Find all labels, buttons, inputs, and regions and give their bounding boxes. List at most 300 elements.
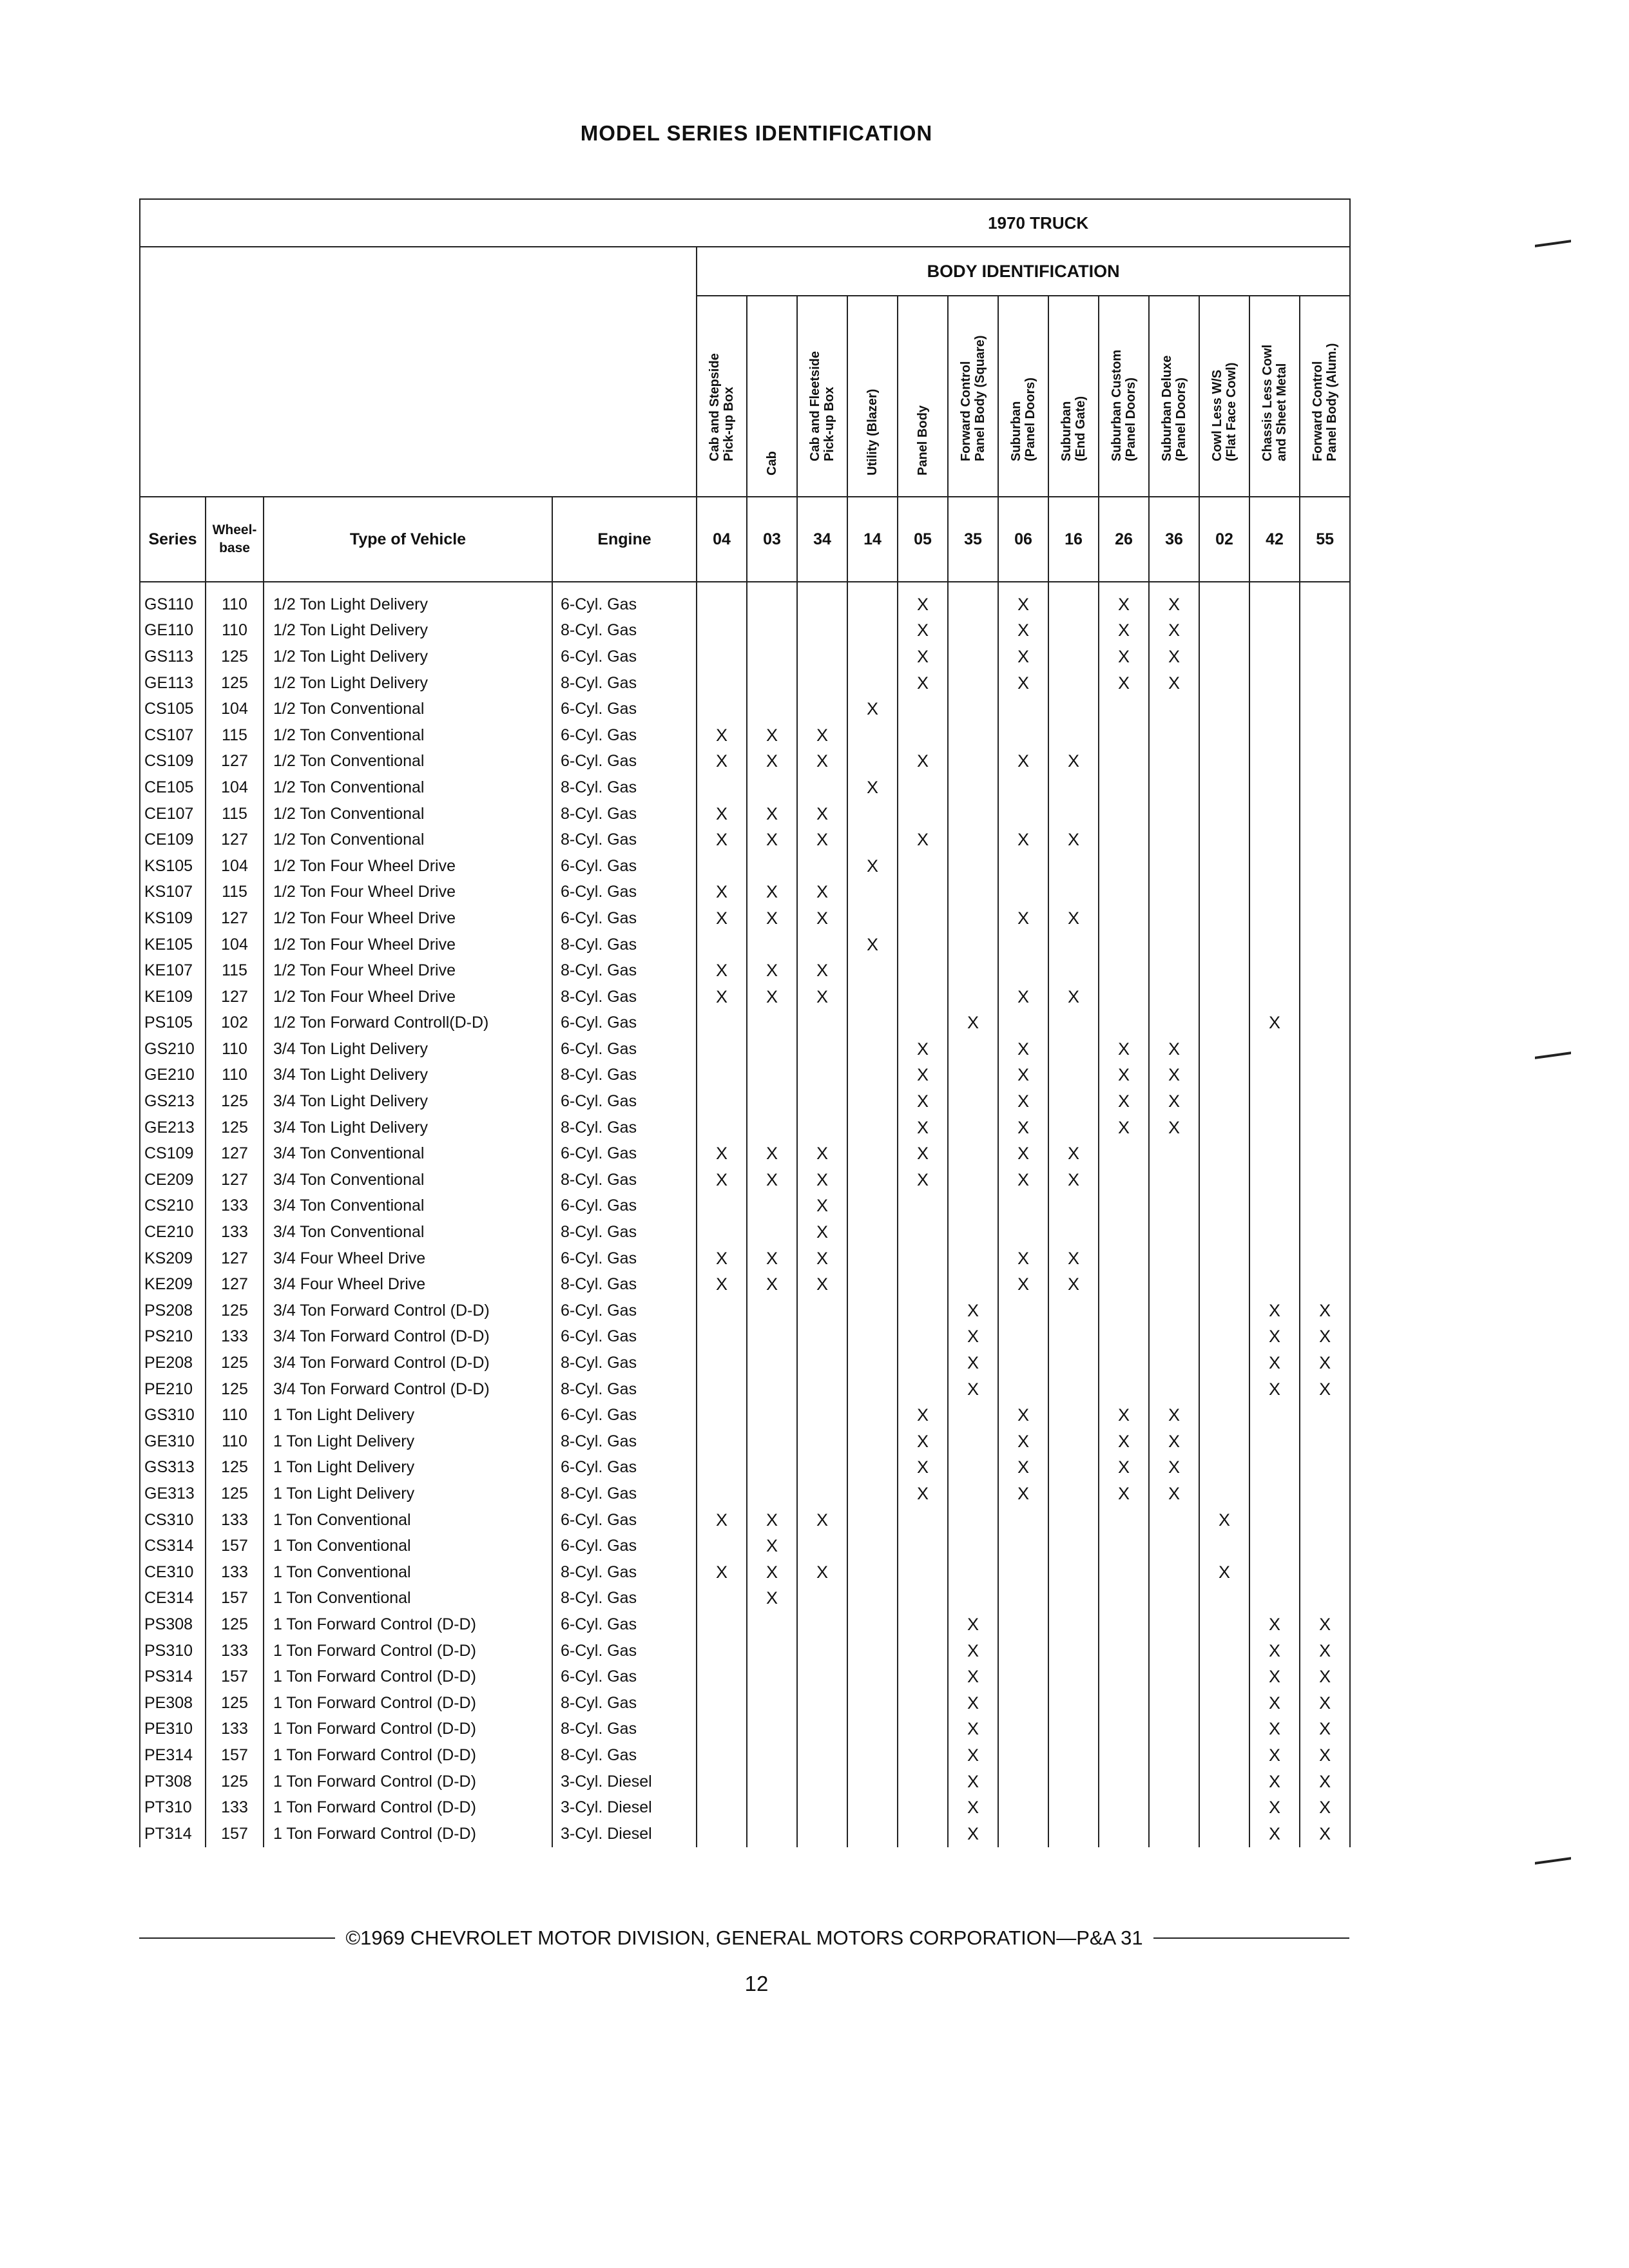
body-mark-cell <box>1249 984 1300 1010</box>
body-mark-cell <box>1149 1716 1199 1743</box>
body-mark-cell <box>797 853 847 879</box>
wheelbase-cell: 157 <box>206 1821 264 1847</box>
body-mark-cell <box>1249 1062 1300 1089</box>
body-type-code: 04 <box>697 497 747 582</box>
body-mark-cell <box>1199 1298 1249 1324</box>
body-mark-cell: X <box>1099 582 1149 618</box>
series-cell: PS105 <box>140 1010 206 1037</box>
body-mark-cell <box>1249 1481 1300 1507</box>
body-mark-cell <box>1149 853 1199 879</box>
body-mark-cell <box>747 618 797 644</box>
engine-cell: 6-Cyl. Gas <box>552 905 697 932</box>
vehicle-type-cell: 3/4 Ton Light Delivery <box>264 1088 552 1115</box>
vehicle-type-cell: 3/4 Ton Forward Control (D-D) <box>264 1350 552 1376</box>
engine-cell: 8-Cyl. Gas <box>552 932 697 958</box>
body-mark-cell <box>948 801 998 827</box>
body-mark-cell <box>1300 1140 1350 1167</box>
body-mark-cell <box>697 853 747 879</box>
body-mark-cell: X <box>948 1324 998 1350</box>
body-mark-cell <box>1249 827 1300 853</box>
binding-mark <box>1535 242 1571 249</box>
engine-cell: 6-Cyl. Gas <box>552 1455 697 1481</box>
body-mark-cell: X <box>1249 1611 1300 1638</box>
body-mark-cell <box>1199 1586 1249 1612</box>
body-mark-cell <box>747 1664 797 1690</box>
body-mark-cell: X <box>1249 1350 1300 1376</box>
body-mark-cell <box>1099 1769 1149 1795</box>
wheelbase-cell: 127 <box>206 905 264 932</box>
body-mark-cell <box>1300 932 1350 958</box>
series-cell: PE310 <box>140 1716 206 1743</box>
body-mark-cell <box>1099 696 1149 722</box>
table-row <box>140 1298 1350 1324</box>
body-mark-cell <box>1149 1507 1199 1533</box>
body-type-label-cell <box>1099 296 1149 497</box>
table-row <box>140 644 1350 670</box>
body-mark-cell: X <box>898 670 948 697</box>
body-mark-cell <box>1300 618 1350 644</box>
table-row <box>140 957 1350 984</box>
body-mark-cell <box>1099 1742 1149 1769</box>
body-mark-cell <box>747 1088 797 1115</box>
body-mark-cell <box>948 1586 998 1612</box>
series-cell: GE213 <box>140 1115 206 1141</box>
body-mark-cell <box>797 774 847 801</box>
body-mark-cell: X <box>998 827 1048 853</box>
body-mark-cell <box>998 1664 1048 1690</box>
body-mark-cell <box>948 1088 998 1115</box>
wheelbase-cell: 157 <box>206 1586 264 1612</box>
body-mark-cell <box>1149 1821 1199 1847</box>
body-mark-cell <box>1199 1036 1249 1062</box>
body-mark-cell <box>847 1271 898 1298</box>
body-mark-cell <box>747 1428 797 1455</box>
body-mark-cell <box>1048 1088 1099 1115</box>
vehicle-type-cell: 3/4 Four Wheel Drive <box>264 1271 552 1298</box>
body-mark-cell <box>898 722 948 749</box>
body-mark-cell: X <box>898 1455 948 1481</box>
body-mark-cell <box>1099 984 1149 1010</box>
series-cell: PS208 <box>140 1298 206 1324</box>
body-mark-cell <box>998 957 1048 984</box>
engine-cell: 6-Cyl. Gas <box>552 1507 697 1533</box>
body-mark-cell <box>1149 1271 1199 1298</box>
body-mark-cell: X <box>797 957 847 984</box>
body-type-code: 03 <box>747 497 797 582</box>
series-cell: KS105 <box>140 853 206 879</box>
body-mark-cell <box>948 749 998 775</box>
body-mark-cell <box>797 1690 847 1716</box>
body-mark-cell <box>797 582 847 618</box>
body-mark-cell <box>797 932 847 958</box>
vehicle-type-cell: 3/4 Ton Conventional <box>264 1193 552 1220</box>
series-cell: CE210 <box>140 1219 206 1245</box>
body-mark-cell <box>1099 905 1149 932</box>
body-mark-cell <box>1099 827 1149 853</box>
body-mark-cell <box>697 582 747 618</box>
body-mark-cell <box>1048 1611 1099 1638</box>
body-mark-cell: X <box>948 1638 998 1664</box>
body-mark-cell: X <box>948 1376 998 1403</box>
body-mark-cell <box>747 1298 797 1324</box>
body-mark-cell <box>1249 801 1300 827</box>
body-mark-cell <box>1048 1664 1099 1690</box>
body-mark-cell <box>1199 1324 1249 1350</box>
engine-cell: 6-Cyl. Gas <box>552 644 697 670</box>
table-row <box>140 1062 1350 1089</box>
body-mark-cell <box>1149 1769 1199 1795</box>
body-mark-cell <box>697 618 747 644</box>
body-type-label: Chassis Less Cowl and Sheet Metal <box>1260 344 1289 461</box>
body-mark-cell: X <box>898 827 948 853</box>
series-cell: CE107 <box>140 801 206 827</box>
body-mark-cell: X <box>697 1271 747 1298</box>
body-mark-cell: X <box>1048 1140 1099 1167</box>
body-mark-cell <box>1149 1611 1199 1638</box>
body-mark-cell: X <box>747 905 797 932</box>
body-mark-cell <box>1300 1586 1350 1612</box>
body-mark-cell <box>1300 1062 1350 1089</box>
body-mark-cell: X <box>1099 1062 1149 1089</box>
engine-cell: 8-Cyl. Gas <box>552 1271 697 1298</box>
series-cell: GE210 <box>140 1062 206 1089</box>
body-mark-cell: X <box>1199 1507 1249 1533</box>
body-mark-cell <box>948 644 998 670</box>
body-mark-cell <box>1099 1586 1149 1612</box>
body-mark-cell <box>1149 1298 1199 1324</box>
body-mark-cell <box>797 644 847 670</box>
body-mark-cell <box>847 582 898 618</box>
engine-cell: 8-Cyl. Gas <box>552 1428 697 1455</box>
body-mark-cell <box>948 696 998 722</box>
series-cell: KS209 <box>140 1245 206 1272</box>
body-mark-cell <box>847 1507 898 1533</box>
body-mark-cell <box>747 644 797 670</box>
body-mark-cell <box>1249 644 1300 670</box>
body-mark-cell: X <box>797 1140 847 1167</box>
header-blank <box>140 247 697 497</box>
body-mark-cell <box>1300 1428 1350 1455</box>
body-mark-cell <box>1099 1193 1149 1220</box>
body-mark-cell <box>1048 1115 1099 1141</box>
body-mark-cell <box>1199 1140 1249 1167</box>
body-mark-cell <box>847 1376 898 1403</box>
engine-cell: 8-Cyl. Gas <box>552 1062 697 1089</box>
body-mark-cell <box>948 1271 998 1298</box>
body-mark-cell <box>1300 1088 1350 1115</box>
engine-cell: 8-Cyl. Gas <box>552 1219 697 1245</box>
body-mark-cell <box>697 1298 747 1324</box>
body-mark-cell <box>1199 801 1249 827</box>
body-mark-cell <box>998 1507 1048 1533</box>
series-cell: GE313 <box>140 1481 206 1507</box>
table-body <box>140 582 1350 1847</box>
body-mark-cell <box>847 827 898 853</box>
body-mark-cell <box>898 1193 948 1220</box>
body-mark-cell: X <box>898 1088 948 1115</box>
wheelbase-cell: 104 <box>206 853 264 879</box>
wheelbase-cell: 125 <box>206 1115 264 1141</box>
body-mark-cell <box>1048 801 1099 827</box>
vehicle-type-cell: 1/2 Ton Light Delivery <box>264 670 552 697</box>
wheelbase-cell: 104 <box>206 774 264 801</box>
body-mark-cell <box>847 1742 898 1769</box>
body-mark-cell <box>1199 644 1249 670</box>
body-mark-cell <box>948 827 998 853</box>
body-type-label-cell <box>1149 296 1199 497</box>
body-mark-cell <box>948 670 998 697</box>
engine-cell: 6-Cyl. Gas <box>552 1245 697 1272</box>
wheelbase-cell: 125 <box>206 1088 264 1115</box>
body-mark-cell <box>697 1402 747 1428</box>
body-mark-cell <box>1249 618 1300 644</box>
body-mark-cell: X <box>1099 1036 1149 1062</box>
body-mark-cell <box>1048 1036 1099 1062</box>
body-mark-cell <box>747 1769 797 1795</box>
body-mark-cell <box>1099 722 1149 749</box>
vehicle-type-cell: 1/2 Ton Forward Controll(D-D) <box>264 1010 552 1037</box>
table-row <box>140 582 1350 618</box>
body-mark-cell <box>1099 1271 1149 1298</box>
vehicle-type-cell: 3/4 Ton Light Delivery <box>264 1115 552 1141</box>
body-mark-cell <box>1199 1716 1249 1743</box>
body-type-label-cell <box>998 296 1048 497</box>
body-type-label: Utility (Blazer) <box>865 389 880 476</box>
body-type-code: 02 <box>1199 497 1249 582</box>
series-cell: GS113 <box>140 644 206 670</box>
body-mark-cell <box>1300 722 1350 749</box>
vehicle-type-cell: 1/2 Ton Light Delivery <box>264 582 552 618</box>
body-type-label: Suburban Custom (Panel Doors) <box>1110 349 1138 461</box>
series-cell: GS213 <box>140 1088 206 1115</box>
body-mark-cell: X <box>697 1245 747 1272</box>
body-mark-cell: X <box>747 1140 797 1167</box>
body-mark-cell: X <box>1099 1455 1149 1481</box>
body-mark-cell: X <box>797 827 847 853</box>
body-mark-cell <box>797 1036 847 1062</box>
body-mark-cell <box>1300 984 1350 1010</box>
body-mark-cell <box>1249 879 1300 906</box>
engine-cell: 8-Cyl. Gas <box>552 774 697 801</box>
body-mark-cell: X <box>747 984 797 1010</box>
body-mark-cell <box>998 1742 1048 1769</box>
body-mark-cell <box>1199 670 1249 697</box>
wheelbase-cell: 115 <box>206 879 264 906</box>
body-mark-cell <box>697 1742 747 1769</box>
body-mark-cell <box>797 1586 847 1612</box>
engine-cell: 8-Cyl. Gas <box>552 984 697 1010</box>
body-mark-cell <box>1199 1115 1249 1141</box>
table-row <box>140 1324 1350 1350</box>
body-mark-cell: X <box>998 1245 1048 1272</box>
body-mark-cell: X <box>1149 618 1199 644</box>
body-mark-cell <box>1199 1769 1249 1795</box>
body-mark-cell <box>1099 801 1149 827</box>
body-mark-cell <box>1149 932 1199 958</box>
body-mark-cell <box>847 1821 898 1847</box>
vehicle-type-cell: 1 Ton Forward Control (D-D) <box>264 1664 552 1690</box>
vehicle-type-cell: 1 Ton Forward Control (D-D) <box>264 1794 552 1821</box>
vehicle-type-cell: 1 Ton Light Delivery <box>264 1402 552 1428</box>
engine-cell: 6-Cyl. Gas <box>552 1193 697 1220</box>
body-mark-cell <box>1199 1742 1249 1769</box>
body-mark-cell <box>797 1298 847 1324</box>
body-type-code: 26 <box>1099 497 1149 582</box>
vehicle-type-cell: 1 Ton Forward Control (D-D) <box>264 1716 552 1743</box>
engine-cell: 8-Cyl. Gas <box>552 827 697 853</box>
series-cell: PS310 <box>140 1638 206 1664</box>
body-mark-cell <box>697 1611 747 1638</box>
body-mark-cell: X <box>797 879 847 906</box>
body-mark-cell <box>1300 879 1350 906</box>
body-mark-cell <box>1048 1794 1099 1821</box>
series-cell: PE314 <box>140 1742 206 1769</box>
table-row <box>140 1088 1350 1115</box>
body-mark-cell <box>847 1769 898 1795</box>
body-mark-cell: X <box>847 696 898 722</box>
body-mark-cell <box>1099 853 1149 879</box>
wheelbase-cell: 133 <box>206 1219 264 1245</box>
body-mark-cell <box>1300 1481 1350 1507</box>
engine-cell: 8-Cyl. Gas <box>552 1716 697 1743</box>
body-mark-cell <box>898 1638 948 1664</box>
vehicle-type-cell: 1 Ton Conventional <box>264 1586 552 1612</box>
body-mark-cell <box>797 1115 847 1141</box>
engine-cell: 6-Cyl. Gas <box>552 853 697 879</box>
body-mark-cell <box>898 1690 948 1716</box>
body-mark-cell <box>1249 853 1300 879</box>
body-mark-cell: X <box>1099 618 1149 644</box>
body-mark-cell: X <box>948 1821 998 1847</box>
body-mark-cell <box>1249 1088 1300 1115</box>
body-mark-cell <box>1048 1193 1099 1220</box>
body-mark-cell <box>1099 1350 1149 1376</box>
binding-mark <box>1535 1860 1571 1866</box>
body-mark-cell <box>697 1036 747 1062</box>
vehicle-type-cell: 1 Ton Forward Control (D-D) <box>264 1690 552 1716</box>
body-mark-cell <box>1048 853 1099 879</box>
vehicle-type-cell: 3/4 Ton Conventional <box>264 1140 552 1167</box>
wheelbase-cell: 125 <box>206 1611 264 1638</box>
body-mark-cell <box>1249 1533 1300 1559</box>
body-mark-cell <box>747 1455 797 1481</box>
body-mark-cell <box>1300 827 1350 853</box>
body-mark-cell <box>697 1821 747 1847</box>
body-mark-cell <box>697 1769 747 1795</box>
engine-cell: 8-Cyl. Gas <box>552 1376 697 1403</box>
body-mark-cell <box>1300 582 1350 618</box>
series-cell: CE209 <box>140 1167 206 1193</box>
body-mark-cell: X <box>1300 1821 1350 1847</box>
body-mark-cell <box>998 1716 1048 1743</box>
body-mark-cell <box>1300 774 1350 801</box>
body-mark-cell: X <box>1149 582 1199 618</box>
body-type-code: 14 <box>847 497 898 582</box>
body-mark-cell <box>898 801 948 827</box>
table-row <box>140 1115 1350 1141</box>
wheelbase-cell: 133 <box>206 1559 264 1586</box>
body-mark-cell: X <box>898 644 948 670</box>
body-mark-cell: X <box>948 1716 998 1743</box>
body-mark-cell <box>1048 618 1099 644</box>
wheelbase-cell: 110 <box>206 618 264 644</box>
body-mark-cell <box>1149 905 1199 932</box>
body-mark-cell <box>998 1219 1048 1245</box>
body-mark-cell <box>797 1088 847 1115</box>
body-mark-cell <box>1048 722 1099 749</box>
body-type-label: Suburban Deluxe (Panel Doors) <box>1160 355 1188 461</box>
body-type-label-cell <box>797 296 847 497</box>
body-mark-cell: X <box>697 905 747 932</box>
body-mark-cell <box>847 1428 898 1455</box>
wheelbase-cell: 127 <box>206 1140 264 1167</box>
body-mark-cell <box>898 1559 948 1586</box>
wheelbase-cell: 127 <box>206 749 264 775</box>
series-cell: PS314 <box>140 1664 206 1690</box>
body-mark-cell <box>847 984 898 1010</box>
body-mark-cell <box>697 1376 747 1403</box>
body-mark-cell: X <box>797 1245 847 1272</box>
body-mark-cell: X <box>898 618 948 644</box>
engine-header: Engine <box>552 497 697 582</box>
table-row <box>140 1428 1350 1455</box>
body-mark-cell <box>697 1664 747 1690</box>
body-mark-cell <box>1199 1350 1249 1376</box>
body-mark-cell <box>1149 1140 1199 1167</box>
body-mark-cell <box>847 1193 898 1220</box>
body-mark-cell <box>1048 1742 1099 1769</box>
body-mark-cell <box>1099 957 1149 984</box>
series-cell: CS105 <box>140 696 206 722</box>
series-cell: CS314 <box>140 1533 206 1559</box>
body-mark-cell: X <box>1300 1376 1350 1403</box>
body-mark-cell <box>847 879 898 906</box>
body-mark-cell <box>1199 722 1249 749</box>
body-mark-cell <box>697 1193 747 1220</box>
body-mark-cell <box>1099 879 1149 906</box>
body-mark-cell <box>1199 1481 1249 1507</box>
body-mark-cell <box>1149 1324 1199 1350</box>
body-mark-cell: X <box>998 1481 1048 1507</box>
body-mark-cell <box>1199 1664 1249 1690</box>
body-mark-cell <box>797 696 847 722</box>
body-mark-cell <box>998 1010 1048 1037</box>
body-mark-cell <box>1048 1690 1099 1716</box>
body-mark-cell <box>998 1376 1048 1403</box>
body-mark-cell <box>847 1167 898 1193</box>
body-mark-cell <box>797 1638 847 1664</box>
vehicle-type-cell: 1 Ton Forward Control (D-D) <box>264 1638 552 1664</box>
series-cell: PS210 <box>140 1324 206 1350</box>
body-mark-cell: X <box>948 1690 998 1716</box>
body-mark-cell <box>998 1690 1048 1716</box>
body-mark-cell: X <box>948 1010 998 1037</box>
body-mark-cell: X <box>797 801 847 827</box>
vehicle-type-cell: 1/2 Ton Four Wheel Drive <box>264 984 552 1010</box>
body-mark-cell: X <box>998 618 1048 644</box>
body-mark-cell <box>1249 1507 1300 1533</box>
series-cell: KE209 <box>140 1271 206 1298</box>
body-mark-cell <box>898 1376 948 1403</box>
table-row <box>140 1193 1350 1220</box>
body-mark-cell <box>847 1716 898 1743</box>
body-mark-cell <box>1300 1559 1350 1586</box>
body-type-label: Cowl Less W/S (Flat Face Cowl) <box>1210 362 1239 461</box>
body-mark-cell: X <box>1249 1716 1300 1743</box>
wheelbase-cell: 115 <box>206 957 264 984</box>
body-mark-cell: X <box>747 749 797 775</box>
body-mark-cell: X <box>898 1115 948 1141</box>
